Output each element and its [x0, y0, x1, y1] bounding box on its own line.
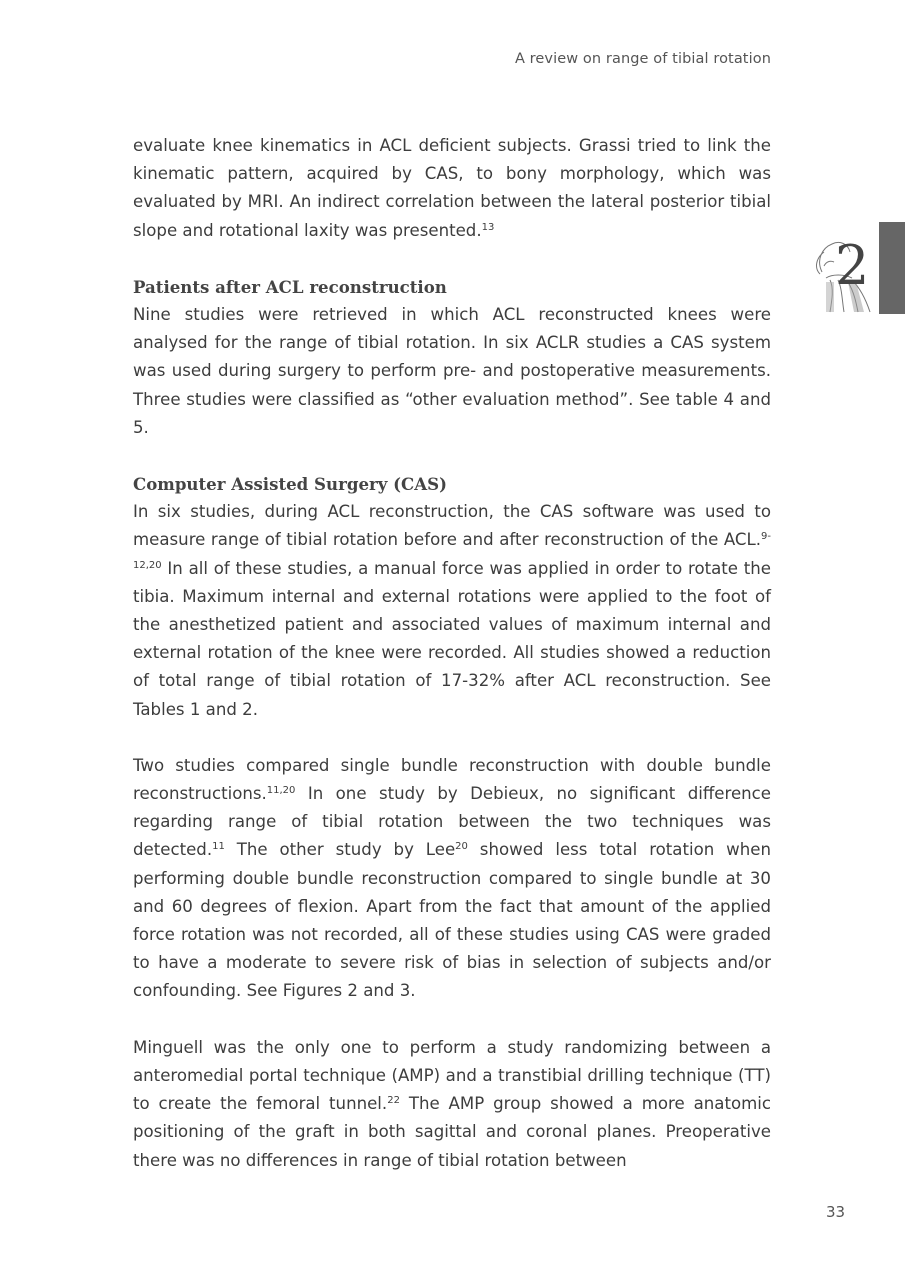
paragraph: Two studies compared single bundle reconstruction with double bundle reconstructions.$^{11,20}$ In one study by Debieux, no significant difference regarding range of tibial rotation between the two techniques was detected.$^{11}$ The other study by Lee$^{20}$ showed less total rotation when performing double bundle reconstruction compared to single bundle at 30 and 60 degrees of flexion. Apart from the fact that amount of the applied force rotation was not recorded, all of these studies using CAS were graded to have a moderate to severe risk of bias in selection of subjects and/or confounding. See Figures 2 and 3.	[133, 755, 771, 1001]
chapter-tab	[879, 222, 905, 314]
paragraph: Nine studies were retrieved in which ACL reconstructed knees were analysed for the range of tibial rotation. In six ACLR studies a CAS system was used during surgery to perform pre- and postoperative measurements. Three studies were classified as “other evaluation method”. See table 4 and 5.	[133, 305, 771, 437]
reference: 9-12,20	[133, 531, 771, 571]
reference: 20	[455, 841, 468, 853]
reference: 13	[481, 221, 495, 233]
page-number: 33	[826, 1203, 846, 1221]
paragraph: In six studies, during ACL reconstruction, the CAS software was used to measure range of tibial rotation before and after reconstruction of the ACL.$^{9-12,20}$ In all of these studies, a manual force was applied in order to rotate the tibia. Maximum internal and external rotations were applied to the foot of the anesthetized patient and associated values of maximum internal and external rotation of the knee were recorded. All studies showed a reduction of total range of tibial rotation of 17-32% after ACL reconstruction. See Tables 1 and 2.	[133, 502, 771, 719]
reference: 11,20	[266, 785, 296, 797]
chapter-number: 2	[835, 234, 870, 297]
section-heading: Patients after ACL reconstruction	[133, 276, 447, 297]
reference: 11	[212, 841, 225, 853]
running-header: A review on range of tibial rotation	[514, 51, 771, 67]
paragraph: Minguell was the only one to perform a study randomizing between a anteromedial portal technique (AMP) and a transtibial drilling technique (TT) to create the femoral tunnel.$^{22}$ The AMP group showed a more anatomic positioning of the graft in both sagittal and coronal planes. Preoperative there was no differences in range of tibial rotation between	[133, 1037, 771, 1170]
paragraph: evaluate knee kinematics in ACL deficient subjects. Grassi tried to link the kinematic pattern, acquired by CAS, to bony morphology, which was evaluated by MRI. An indirect correlation between the lateral posterior tibial slope and rotational laxity was presented.$^{13}$	[133, 136, 771, 240]
reference: 22	[387, 1095, 400, 1107]
section-heading: Computer Assisted Surgery (CAS)	[133, 474, 447, 495]
main-text	[133, 132, 771, 1175]
